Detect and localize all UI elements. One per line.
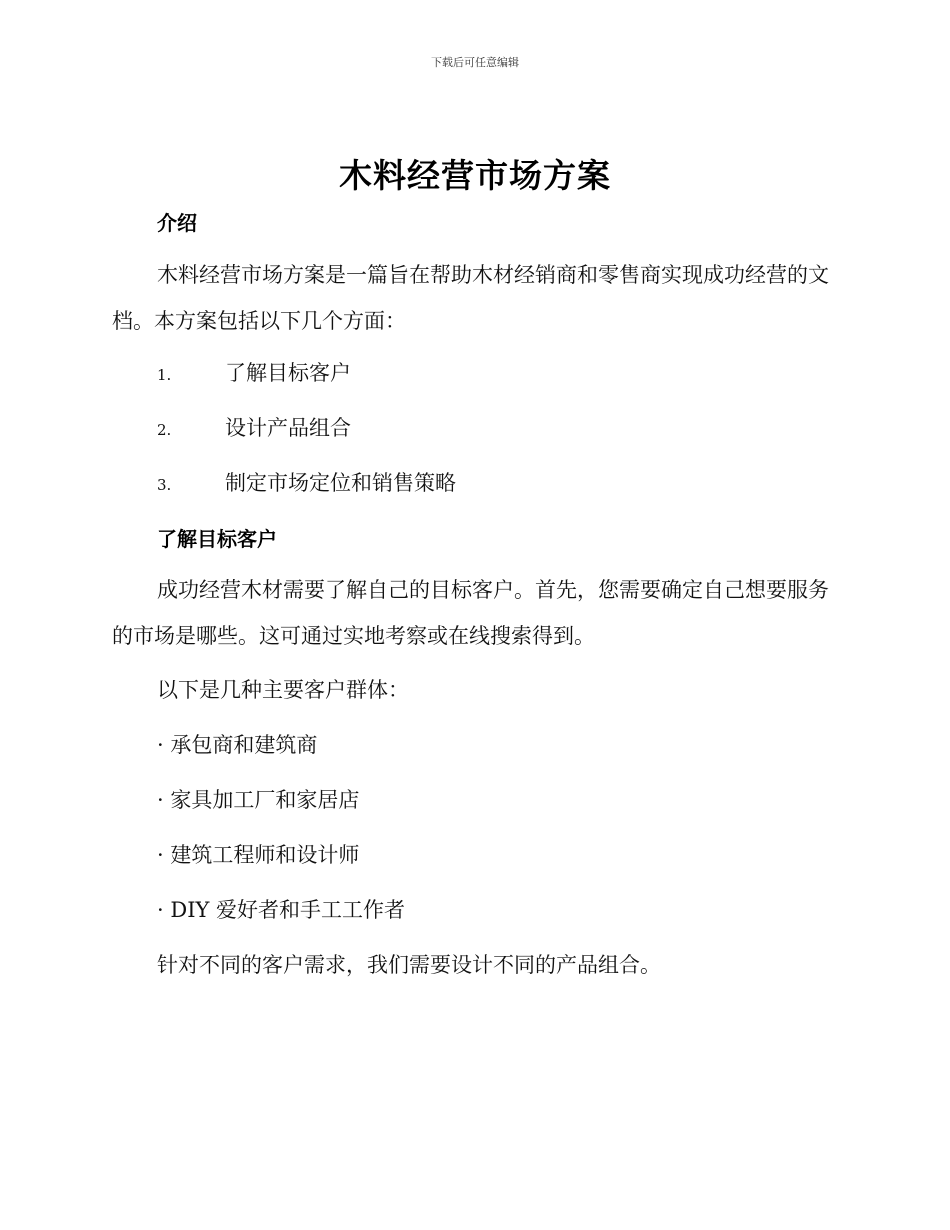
- numbered-item: [157, 412, 351, 442]
- bullet-item: · DIY 爱好者和手工工作者: [157, 898, 406, 922]
- customers-paragraph: 成功经营木材需要了解自己的目标客户。首先，您需要确定自己想要服务的市场是哪些。这可通过实地考察或在线搜索得到。: [112, 578, 829, 648]
- closing-text: 针对不同的客户需求，我们需要设计不同的产品组合。: [157, 953, 661, 977]
- bullet-item: · 家具加工厂和家居店: [157, 788, 360, 812]
- item-text: 设计产品组合: [225, 416, 351, 440]
- item-number: 3.: [157, 476, 172, 494]
- groups-intro-text: 以下是几种主要客户群体：: [157, 678, 409, 702]
- item-number: 1.: [157, 366, 172, 384]
- item-text: 制定市场定位和销售策略: [225, 471, 456, 495]
- bullet-item: · 建筑工程师和设计师: [157, 843, 360, 867]
- bullet-item: · 承包商和建筑商: [157, 733, 318, 757]
- section-heading-intro: 介绍: [157, 211, 197, 235]
- header-note: 下载后可任意编辑: [431, 56, 519, 69]
- section-heading-customers: 了解目标客户: [157, 527, 277, 551]
- document-title: 木料经营市场方案: [339, 156, 611, 195]
- intro-paragraph: 木料经营市场方案是一篇旨在帮助木材经销商和零售商实现成功经营的文档。本方案包括以下几个方面：: [112, 263, 829, 333]
- numbered-item: [157, 467, 456, 497]
- item-text: 了解目标客户: [225, 361, 351, 385]
- numbered-item: [157, 357, 351, 387]
- item-number: 2.: [157, 421, 172, 439]
